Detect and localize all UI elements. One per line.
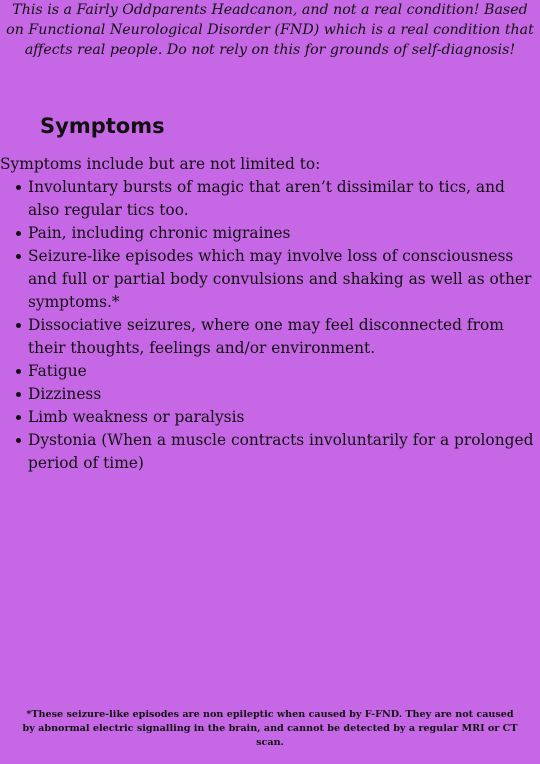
list-item: Involuntary bursts of magic that aren’t dissimilar to tics, and also regular tics too. bbox=[28, 176, 535, 222]
list-item: Dizziness bbox=[28, 383, 535, 406]
section-heading: Symptoms bbox=[40, 114, 165, 138]
disclaimer-text: This is a Fairly Oddparents Headcanon, and not a real condition! Based on Functional Neurological Disorder (FND) which is a real condition that affects real people. Do not rely on this for grounds of self-diagnosis! bbox=[6, 2, 534, 58]
list-item: Seizure-like episodes which may involve loss of consciousness and full or partial body convulsions and shaking as well as other symptoms.* bbox=[28, 245, 535, 314]
list-item: Fatigue bbox=[28, 360, 535, 383]
list-item: Pain, including chronic migraines bbox=[28, 222, 535, 245]
list-item: Dissociative seizures, where one may feel disconnected from their thoughts, feelings and/or environment. bbox=[28, 314, 535, 360]
list-item: Limb weakness or paralysis bbox=[28, 406, 535, 429]
list-item: Dystonia (When a muscle contracts involuntarily for a prolonged period of time) bbox=[28, 429, 535, 475]
footnote-text: *These seizure-like episodes are non epileptic when caused by F-FND. They are not caused by abnormal electric signalling in the brain, and cannot be detected by a regular MRI or CT scan. bbox=[22, 709, 518, 748]
intro-text: Symptoms include but are not limited to: bbox=[0, 155, 321, 173]
symptom-list bbox=[0, 176, 535, 475]
